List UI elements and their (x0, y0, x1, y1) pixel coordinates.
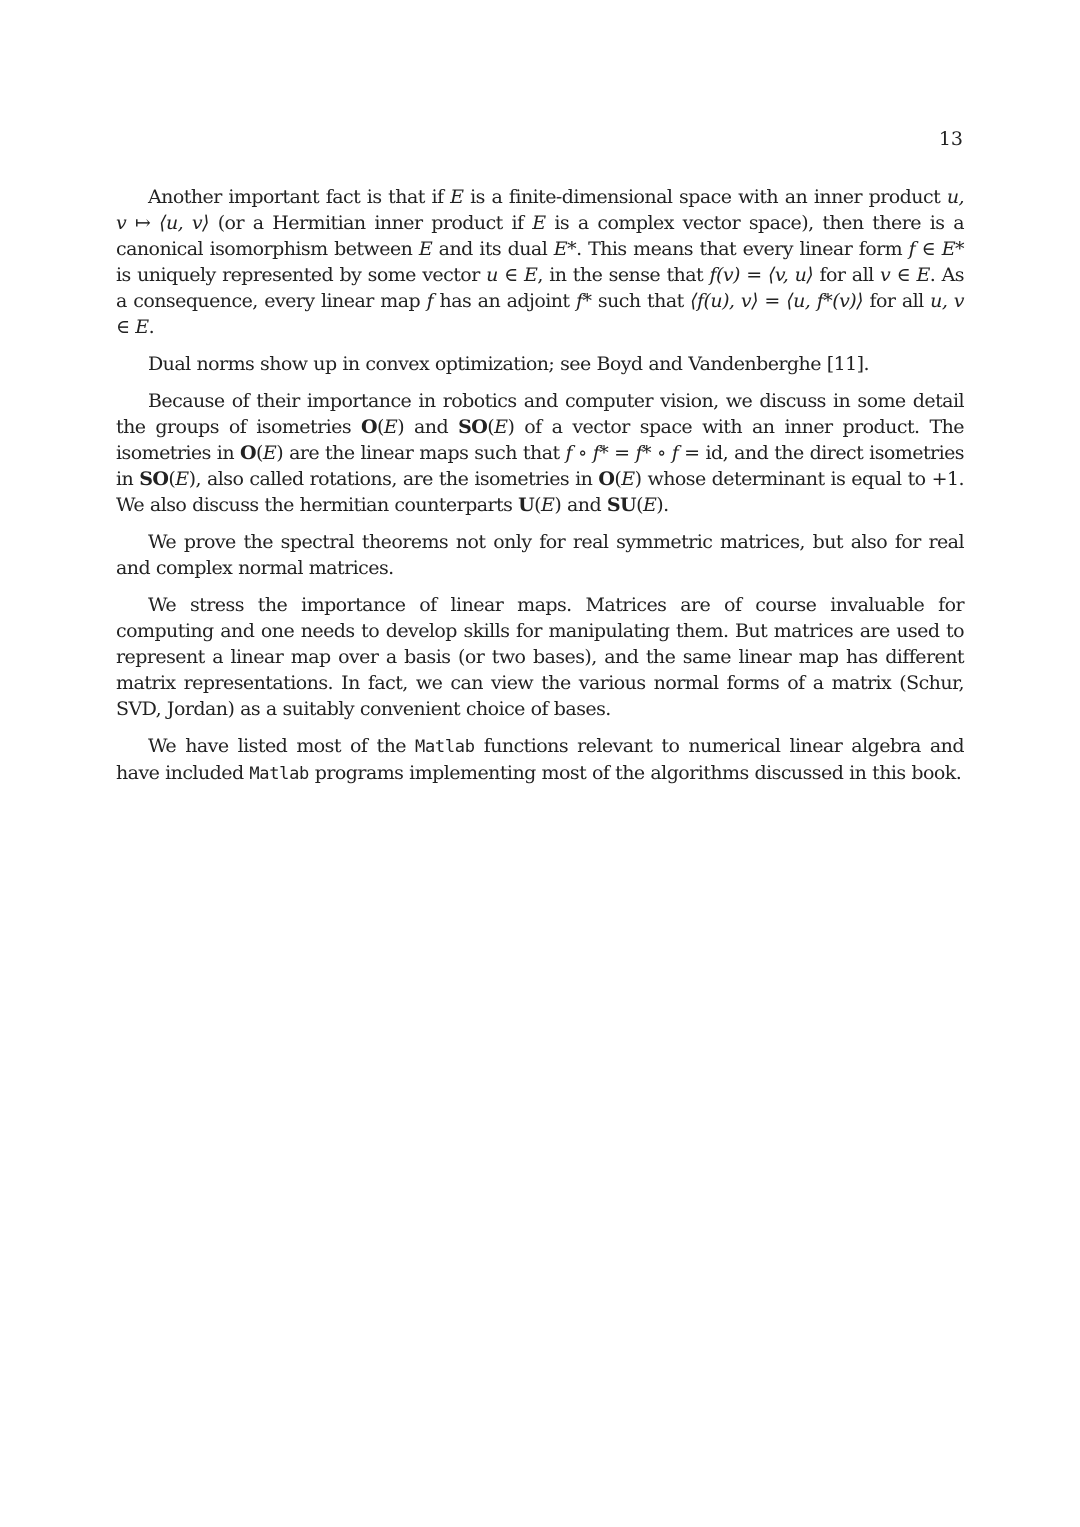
math-expression: E (418, 238, 433, 260)
math-expression: E (175, 468, 189, 490)
paragraph-inner-product (116, 184, 964, 340)
body-text (116, 184, 964, 798)
text-run: ) and (397, 416, 459, 438)
text-run: for all (813, 264, 881, 286)
text-run: ( (534, 494, 542, 516)
text-run: ). (656, 494, 669, 516)
math-expression: E (450, 186, 464, 208)
math-expression: E (541, 494, 555, 516)
text-run: . This means that every linear form (576, 238, 909, 260)
paragraph-dual-norms (116, 351, 964, 377)
text-run: such that (591, 290, 691, 312)
text-run: Another important fact is that if (148, 186, 451, 208)
text-run: Because of their importance in robotics and computer vision, we discuss in some detail the groups of isometries (116, 390, 964, 438)
text-run: functions relevant to numerical linear algebra and have included (116, 735, 964, 784)
math-expression: f(v) = ⟨v, u⟩ (709, 264, 814, 286)
math-expression: E (262, 442, 277, 464)
text-run: ( (168, 468, 176, 490)
text-run: . (148, 316, 155, 338)
group-symbol: O (240, 442, 257, 464)
text-run: ) and (554, 494, 607, 516)
math-expression: u, v ↦ ⟨u, v⟩ (116, 186, 964, 234)
math-expression: f ∈ E* (908, 238, 964, 260)
math-expression: ⟨f(u), v⟩ = ⟨u, f*(v)⟩ (690, 290, 863, 312)
text-run: is a complex vector space), then there is a canonical isomorphism between (116, 212, 964, 260)
math-expression: E* (553, 238, 577, 260)
paragraph-linear-maps (116, 592, 964, 722)
text-run: = id, and the direct isometries in (116, 442, 964, 490)
text-run: programs implementing most of the algorithms discussed in this book. (308, 762, 962, 784)
text-run: ) of a vector space with an inner product. The isometries in (116, 416, 964, 464)
text-run: has an adjoint (433, 290, 576, 312)
math-expression: f* (576, 290, 592, 312)
page-number: 13 (938, 128, 963, 150)
text-run: ), also called rotations, are the isometries in (188, 468, 599, 490)
paragraph-isometries (116, 388, 964, 518)
math-expression: E (642, 494, 657, 516)
text-run: ( (377, 416, 384, 438)
math-expression: E (494, 416, 508, 438)
math-expression: E (383, 416, 398, 438)
text-run: Dual norms show up in convex optimization; see Boyd and Vandenberghe [11]. (148, 353, 870, 375)
text-run: We stress the importance of linear maps. Matrices are of course invaluable for computing and one needs to develop skills for manipulating them. But matrices are used to represent a linear map over a basis (or two bases), and the same linear map has different matrix representations. In fact, we can view the various normal forms of a matrix (Schur, SVD, Jordan) as a suitably convenient choice of bases. (116, 594, 964, 720)
text-run: We have listed most of the (148, 735, 416, 757)
text-run: ) whose determinant is equal to +1. We also discuss the hermitian counterparts (116, 468, 964, 516)
group-symbol: O (598, 468, 615, 490)
math-expression: u, v ∈ E (116, 290, 964, 338)
group-symbol: SO (458, 416, 488, 438)
text-run: is uniquely represented by some vector (116, 264, 487, 286)
code-term: Matlab (415, 737, 475, 757)
text-run: , in the sense that (537, 264, 710, 286)
group-symbol: SO (139, 468, 169, 490)
math-expression: f (426, 290, 434, 312)
text-run: (or a Hermitian inner product if (208, 212, 533, 234)
text-run: and its dual (432, 238, 554, 260)
group-symbol: O (361, 416, 378, 438)
group-symbol: SU (606, 494, 637, 516)
text-run: ( (614, 468, 622, 490)
math-expression: E (532, 212, 546, 234)
text-run: ( (636, 494, 643, 516)
paragraph-matlab (116, 733, 964, 787)
group-symbol: U (518, 494, 535, 516)
text-run: . As a consequence, every linear map (116, 264, 964, 312)
math-expression: u ∈ E (486, 264, 538, 286)
text-run: for all (862, 290, 931, 312)
text-run: ( (256, 442, 263, 464)
paragraph-spectral-theorems (116, 529, 964, 581)
text-run: ) are the linear maps such that (276, 442, 566, 464)
text-run: ( (487, 416, 495, 438)
code-term: Matlab (249, 764, 309, 784)
math-expression: f ∘ f* = f* ∘ f (565, 442, 679, 464)
text-run: is a finite-dimensional space with an inner product (463, 186, 947, 208)
math-expression: v ∈ E (880, 264, 930, 286)
math-expression: E (621, 468, 635, 490)
text-run: We prove the spectral theorems not only for real symmetric matrices, but also for real and complex normal matrices. (116, 531, 964, 579)
